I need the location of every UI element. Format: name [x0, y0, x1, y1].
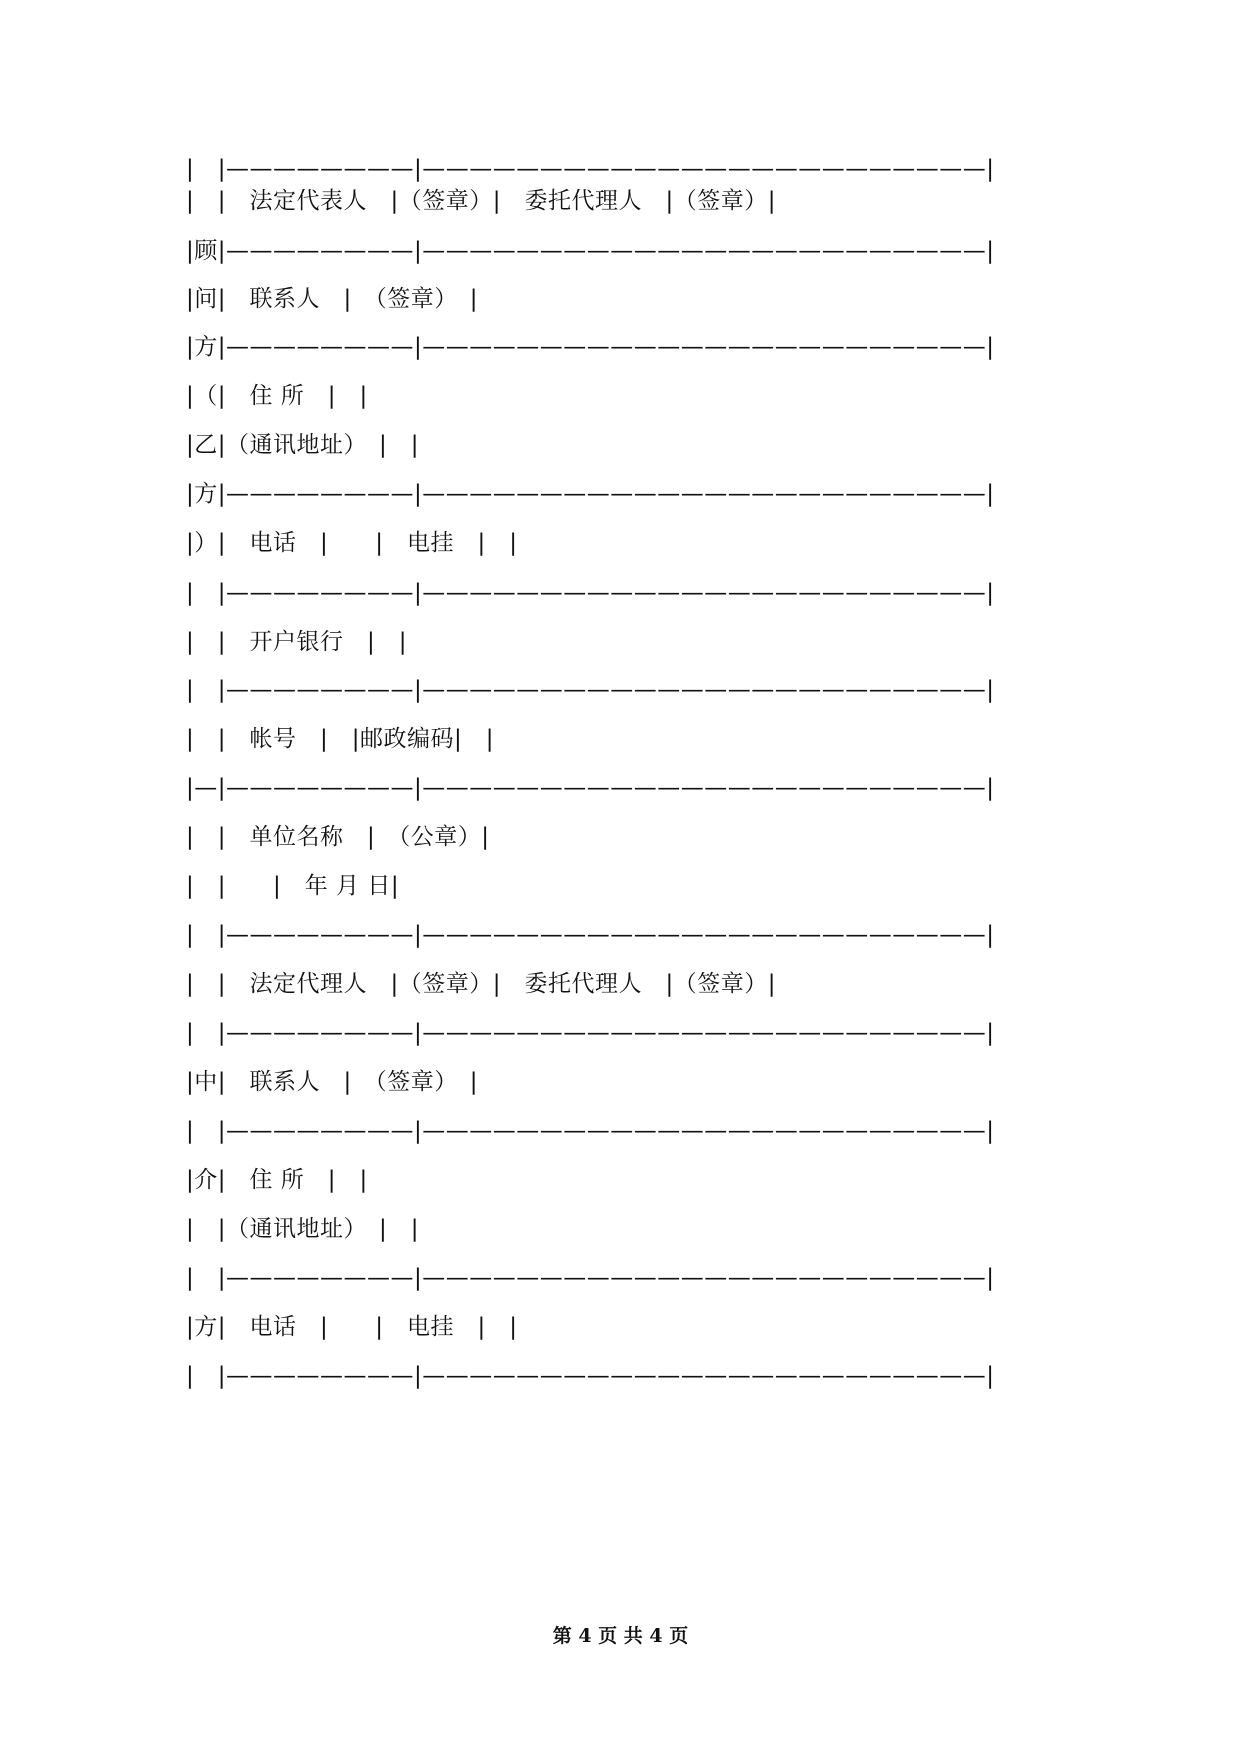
form-line: |方|————————|————————————————————————|: [186, 334, 995, 360]
form-line: | | 法定代理人 |（签章）| 委托代理人 |（签章）|: [186, 971, 776, 997]
form-line: |乙|（通讯地址） | |: [186, 432, 419, 458]
form-line: |—|————————|————————————————————————|: [186, 775, 995, 801]
form-line: | | 法定代表人 |（签章）| 委托代理人 |（签章）|: [186, 188, 776, 214]
form-line: |方|————————|————————————————————————|: [186, 481, 995, 507]
form-line: | | | 年 月 日|: [186, 873, 400, 899]
form-line: | | 开户银行 | |: [186, 629, 407, 655]
form-line: | |（通讯地址） | |: [186, 1216, 419, 1242]
form-line: |（| 住 所 | |: [186, 383, 368, 409]
form-line: | |————————|————————————————————————|: [186, 156, 995, 182]
page-number-footer: 第 4 页 共 4 页: [552, 1625, 689, 1647]
form-line: | |————————|————————————————————————|: [186, 1265, 995, 1291]
form-line: |介| 住 所 | |: [186, 1167, 368, 1193]
form-line: | |————————|————————————————————————|: [186, 922, 995, 948]
form-line: |）| 电话 | | 电挂 | |: [186, 530, 518, 556]
form-line: |方| 电话 | | 电挂 | |: [186, 1314, 518, 1340]
form-line: | |————————|————————————————————————|: [186, 1118, 995, 1144]
form-line: | | 帐号 | |邮政编码| |: [186, 726, 494, 752]
form-line: |中| 联系人 | （签章） |: [186, 1069, 478, 1095]
form-line: | | 单位名称 | （公章）|: [186, 824, 490, 850]
form-line: | |————————|————————————————————————|: [186, 677, 995, 703]
form-line: | |————————|————————————————————————|: [186, 1020, 995, 1046]
form-line: | |————————|————————————————————————|: [186, 1363, 995, 1389]
form-line: | |————————|————————————————————————|: [186, 580, 995, 606]
form-line: |顾|————————|————————————————————————|: [186, 238, 995, 264]
form-line: |问| 联系人 | （签章） |: [186, 286, 478, 312]
